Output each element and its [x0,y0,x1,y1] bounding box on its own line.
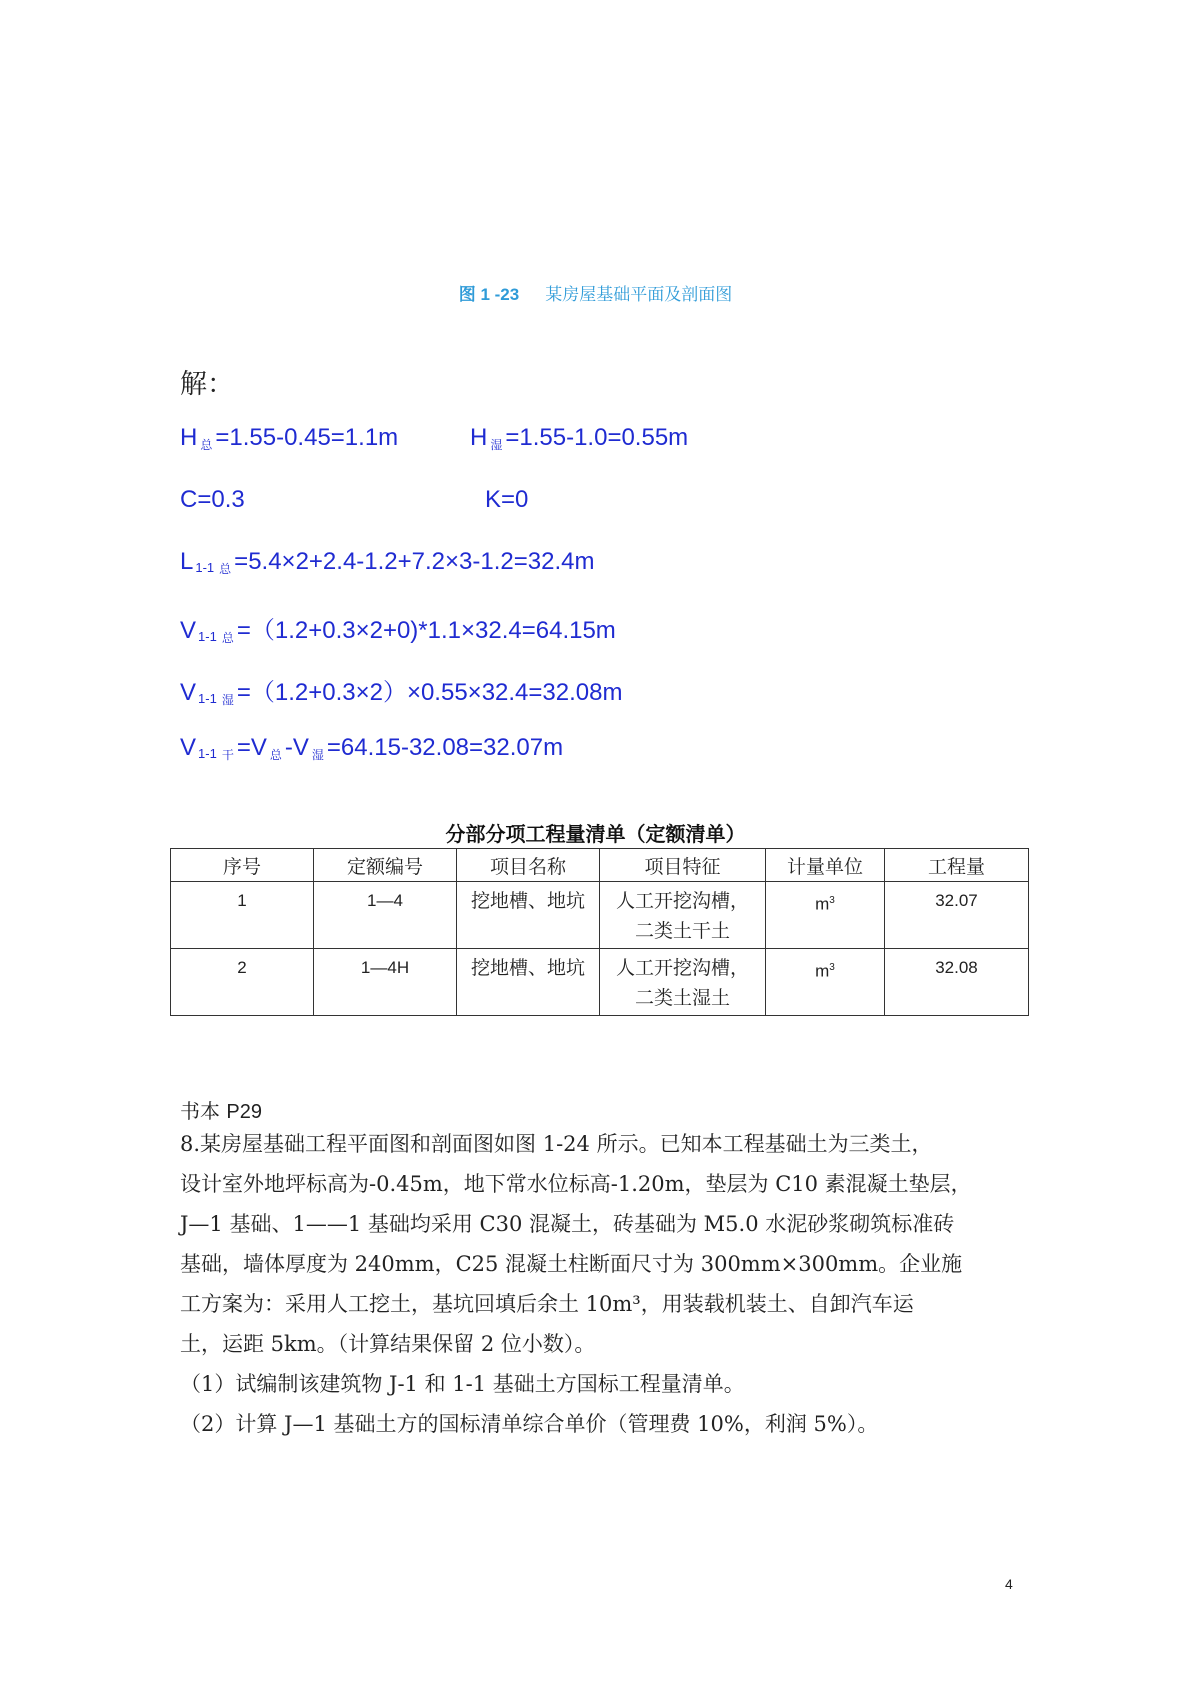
eq-h-total: H总 =1.55-0.45=1.1m [180,424,399,452]
solution-label: 解： [180,369,234,400]
eq-h-wet: H湿 =1.55-1.0=0.55m [470,424,689,452]
quantity-table [170,848,1029,1016]
table-row [171,882,1029,949]
problem-line: 基础，墙体厚度为 240mm，C25 混凝土柱断面尺寸为 300mm×300mm。企业施 [180,1252,963,1276]
problem-line: 土，运距 5km。（计算结果保留 2 位小数）。 [180,1332,596,1356]
header-serial: 序号 [171,849,314,882]
problem-line: 设计室外地坪标高为-0.45m，地下常水位标高-1.20m，垫层为 C10 素混凝土垫层， [180,1172,972,1196]
figure-caption [0,280,1191,305]
eq-c: C=0.3 [180,486,245,513]
problem-line: 工方案为：采用人工挖土，基坑回填后余土 10m³，用装载机装土、自卸汽车运 [180,1292,914,1316]
figure-title: 某房屋基础平面及剖面图 [545,285,733,304]
cell-item-feature: 人工开挖沟槽， 二类土湿土 [600,949,766,1016]
page-number: 4 [1005,1576,1013,1592]
cell-quota-code: 1—4H [314,949,457,1016]
cell-item-name: 挖地槽、地坑 [457,949,600,1016]
equation-l: L $_{1-1}$ 总 =5.4×2+2.4-1.2+7.2×3-1.2=32.4m [180,548,595,576]
cell-quota-code: 1—4 [314,882,457,949]
book-reference: 书本 P29 [180,1099,262,1123]
cell-quantity: 32.07 [885,882,1029,949]
problem-text [180,1124,1020,1444]
cell-serial: 1 [171,882,314,949]
cell-item-feature: 人工开挖沟槽， 二类土干土 [600,882,766,949]
header-item-name: 项目名称 [457,849,600,882]
problem-line: 8.某房屋基础工程平面图和剖面图如图 1-24 所示。已知本工程基础土为三类土， [180,1132,933,1156]
cell-quantity: 32.08 [885,949,1029,1016]
table-header-row [171,849,1029,882]
problem-line: （2）计算 J—1 基础土方的国标清单综合单价（管理费 10%，利润 5%）。 [180,1412,879,1436]
problem-line: （1）试编制该建筑物 J-1 和 1-1 基础土方国标工程量清单。 [180,1372,745,1396]
cell-unit: $m^3$ [766,882,885,949]
table-title: 分部分项工程量清单（定额清单） [445,822,746,846]
equation-v-wet: V $_{1-1}$ 湿 =（1.2+0.3×2）×0.55×32.4=32.08m [180,679,623,707]
figure-number: 图 1 -23 [458,285,520,304]
header-unit: 计量单位 [766,849,885,882]
eq-k: K=0 [485,486,529,513]
cell-unit: $m^3$ [766,949,885,1016]
header-item-feature: 项目特征 [600,849,766,882]
cell-item-name: 挖地槽、地坑 [457,882,600,949]
equation-h [180,424,689,453]
header-quantity: 工程量 [885,849,1029,882]
equation-v-dry: V $_{1-1}$ 干 =V 总 -V 湿 =64.15-32.08=32.07m [180,734,564,762]
equation-v-total: V $_{1-1}$ 总 =（1.2+0.3×2+0)*1.1×32.4=64.15m [180,617,616,645]
table-row [171,949,1029,1016]
problem-line: J—1 基础、1——1 基础均采用 C30 混凝土，砖基础为 M5.0 水泥砂浆砌筑标准砖 [180,1212,955,1236]
equation-c-k [180,486,529,514]
cell-serial: 2 [171,949,314,1016]
header-quota-code: 定额编号 [314,849,457,882]
